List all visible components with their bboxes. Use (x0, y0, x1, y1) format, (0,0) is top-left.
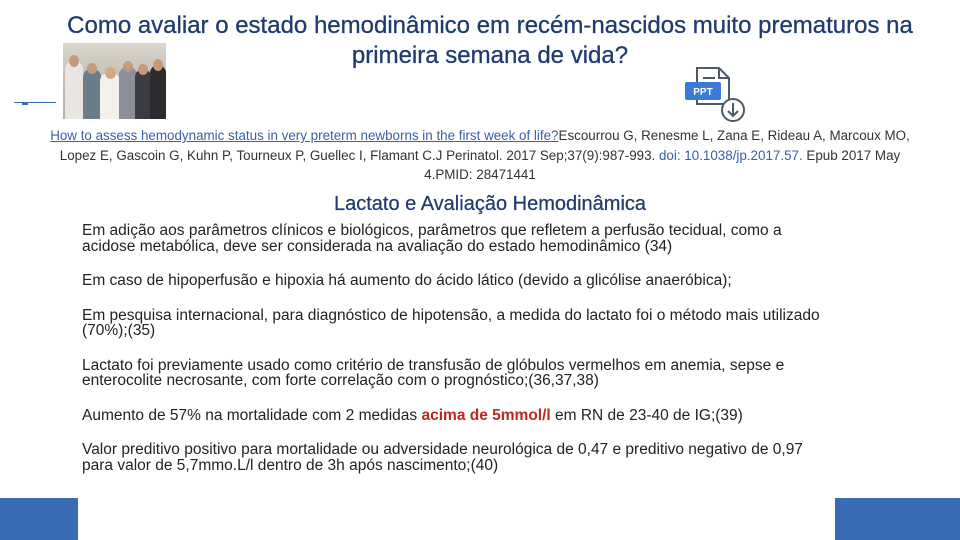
decorative-tick (22, 98, 28, 105)
slide-title: Como avaliar o estado hemodinâmico em recém-nascidos muito prematuros na primeira semana de vida? (67, 12, 913, 69)
citation-tail: Epub 2017 May 4.PMID: 28471441 (424, 147, 901, 182)
citation-block (40, 126, 920, 185)
team-photo (63, 43, 166, 119)
doi-link[interactable]: doi: 10.1038/jp.2017.57. (658, 147, 803, 163)
citation-authors: Escourrou G, Renesme L, Zana E, Rideau A, Marcoux MO, Lopez E, Gascoin G, Kuhn P, Tourneux P, Guellec I, Flamant C.J Perinatol. 2017 Sep;37(9):987-993. (59, 128, 910, 163)
ppt-label: PPT (693, 87, 713, 98)
article-link[interactable]: How to assess hemodynamic status in very preterm newborns in the first week of life? (50, 128, 559, 143)
bullet-list (82, 223, 832, 473)
bullet-item: Em adição aos parâmetros clínicos e biológicos, parâmetros que refletem a perfusão tecidual, como a acidose metabólica, deve ser considerada na avaliação do estado hemodinâmico (34) (82, 222, 782, 255)
section-heading: Lactato e Avaliação Hemodinâmica (333, 193, 647, 215)
decorative-line (14, 102, 56, 103)
bullet-item: Em pesquisa internacional, para diagnóstico de hipotensão, a medida do lactato foi o método mais utilizado (70%);(35) (82, 306, 820, 339)
bullet-item: Lactato foi previamente usado como critério de transfusão de glóbulos vermelhos em anemia, sepse e enterocolite necrosante, com forte correlação com o prognóstico;(36,37,38) (82, 356, 785, 389)
bullet-text: Aumento de 57% na mortalidade com 2 medidas (82, 406, 422, 424)
bullet-item (82, 408, 832, 424)
ppt-download-icon[interactable] (683, 66, 747, 124)
highlight-text: acima de 5mmol/l (421, 406, 551, 424)
bullet-text: em RN de 23-40 de IG;(39) (550, 406, 743, 424)
bullet-item: Valor preditivo positivo para mortalidade ou adversidade neurológica de 0,47 e preditivo negativo de 0,97 para valor de 5,7mmo.L/l dentro de 3h após nascimento;(40) (82, 441, 803, 474)
bullet-item: Em caso de hipoperfusão e hipoxia há aumento do ácido lático (devido a glicólise anaeróbica); (82, 272, 732, 289)
